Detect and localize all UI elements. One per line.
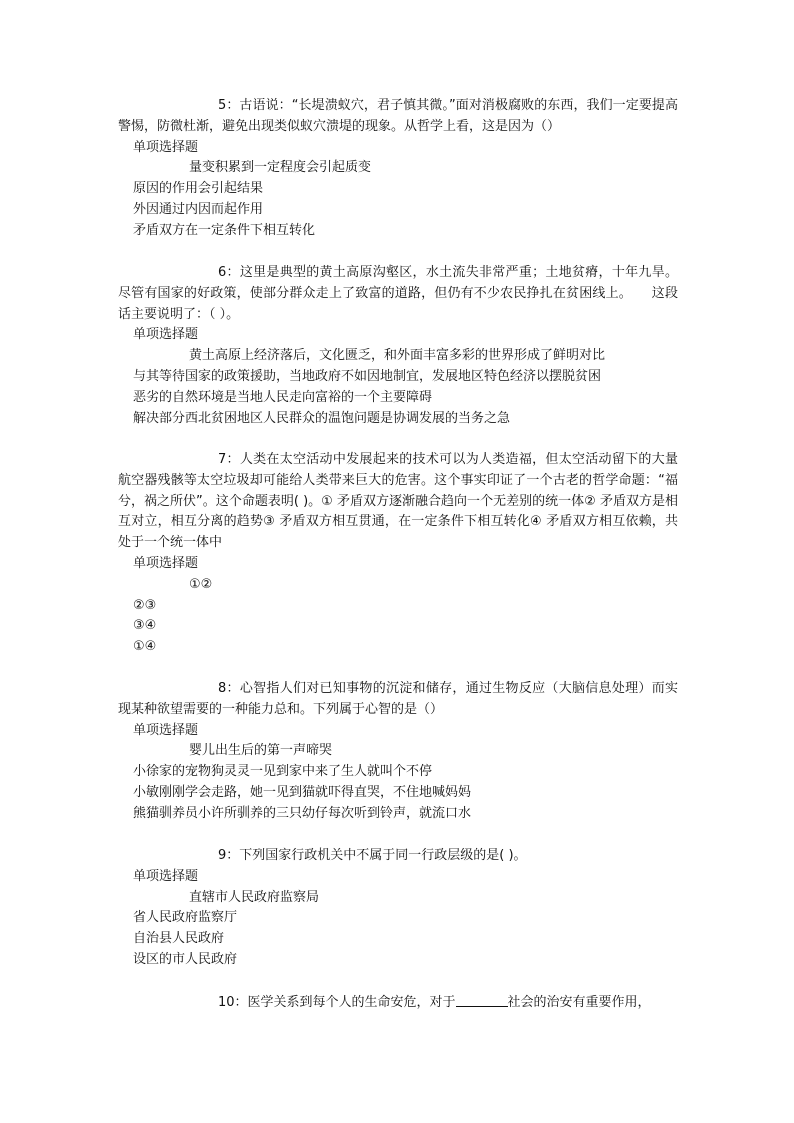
question-stem: 6：这里是典型的黄土高原沟壑区，水土流失非常严重；土地贫瘠，十年九旱。尽管有国家的好政策，使部分群众走上了致富的道路，但仍有不少农民挣扎在贫困线上。 这段话主要说明了：（ ）。 <box>118 265 678 322</box>
option-list <box>118 158 678 241</box>
option-a[interactable]: 黄土高原上经济落后，文化匮乏，和外面丰富多彩的世界形成了鲜明对比 <box>189 348 606 364</box>
option-d[interactable]: 设区的市人民政府 <box>133 951 238 967</box>
option-c[interactable]: 外因通过内因而起作用 <box>133 201 264 217</box>
option-d[interactable]: 解决部分西北贫困地区人民群众的温饱问题是协调发展的当务之急 <box>133 410 511 426</box>
option-d[interactable]: ①④ <box>133 639 157 655</box>
option-list <box>118 575 678 658</box>
question-stem-end: 社会的治安有重要作用， <box>507 995 651 1010</box>
question-stem: 5：古语说：“长堤溃蚁穴，君子慎其微。”面对消极腐败的东西，我们一定要提高警惕，防微杜渐，避免出现类似蚁穴溃堤的现象。从哲学上看，这是因为（） <box>118 98 678 134</box>
option-b[interactable]: 与其等待国家的政策援助，当地政府不如因地制宜，发展地区特色经济以摆脱贫困 <box>133 368 602 384</box>
option-a[interactable]: 直辖市人民政府监察局 <box>189 889 320 905</box>
option-list <box>118 346 678 429</box>
question-10 <box>118 993 678 1014</box>
option-list <box>118 741 678 824</box>
option-a[interactable]: 量变积累到一定程度会引起质变 <box>189 160 372 176</box>
question-9 <box>118 846 678 971</box>
question-8 <box>118 679 678 825</box>
question-stem: 8：心智指人们对已知事物的沉淀和储存，通过生物反应（大脑信息处理）而实现某种欲望需要的一种能力总和。下列属于心智的是（） <box>118 681 678 717</box>
option-b[interactable]: 原因的作用会引起结果 <box>133 181 264 197</box>
question-type: 单项选择题 <box>133 868 199 884</box>
question-type: 单项选择题 <box>133 327 199 343</box>
option-d[interactable]: 矛盾双方在一定条件下相互转化 <box>133 222 316 238</box>
question-type: 单项选择题 <box>133 555 199 571</box>
question-type: 单项选择题 <box>133 139 199 155</box>
option-a[interactable]: ①② <box>189 576 213 592</box>
question-5 <box>118 96 678 242</box>
option-b[interactable]: 省人民政府监察厅 <box>133 910 238 926</box>
question-stem: 9：下列国家行政机关中不属于同一行政层级的是( )。 <box>218 848 527 863</box>
option-c[interactable]: 恶劣的自然环境是当地人民走向富裕的一个主要障碍 <box>133 389 433 405</box>
option-c[interactable]: 小敏刚刚学会走路，她一见到猫就吓得直哭，不住地喊妈妈 <box>133 784 472 800</box>
option-a[interactable]: 婴儿出生后的第一声啼哭 <box>189 743 333 759</box>
question-type: 单项选择题 <box>133 722 199 738</box>
question-stem: 7：人类在太空活动中发展起来的技术可以为人类造福，但太空活动留下的大量航空器残骸等太空垃圾却可能给人类带来巨大的危害。这个事实印证了一个古老的哲学命题：“福兮，祸之所伏”。这个命题表明( )。① 矛盾双方逐渐融合趋向一个无差别的统一体② 矛盾双方是相互对立，相互分离的趋势③ 矛盾双方相互贯通，在一定条件下相互转化④ 矛盾双方相互依赖，共处于一个统一体中 <box>118 452 678 551</box>
question-stem <box>118 993 678 1014</box>
option-c[interactable]: ③④ <box>133 618 157 634</box>
option-d[interactable]: 熊猫驯养员小许所驯养的三只幼仔每次听到铃声，就流口水 <box>133 805 472 821</box>
option-c[interactable]: 自治县人民政府 <box>133 931 225 947</box>
option-list <box>118 888 678 971</box>
fill-in-blank <box>456 993 508 1007</box>
question-stem-start: 10：医学关系到每个人的生命安危，对于 <box>218 995 456 1010</box>
option-b[interactable]: 小徐家的宠物狗灵灵一见到家中来了生人就叫个不停 <box>133 764 433 780</box>
question-7 <box>118 450 678 658</box>
question-6 <box>118 263 678 429</box>
option-b[interactable]: ②③ <box>133 597 157 613</box>
